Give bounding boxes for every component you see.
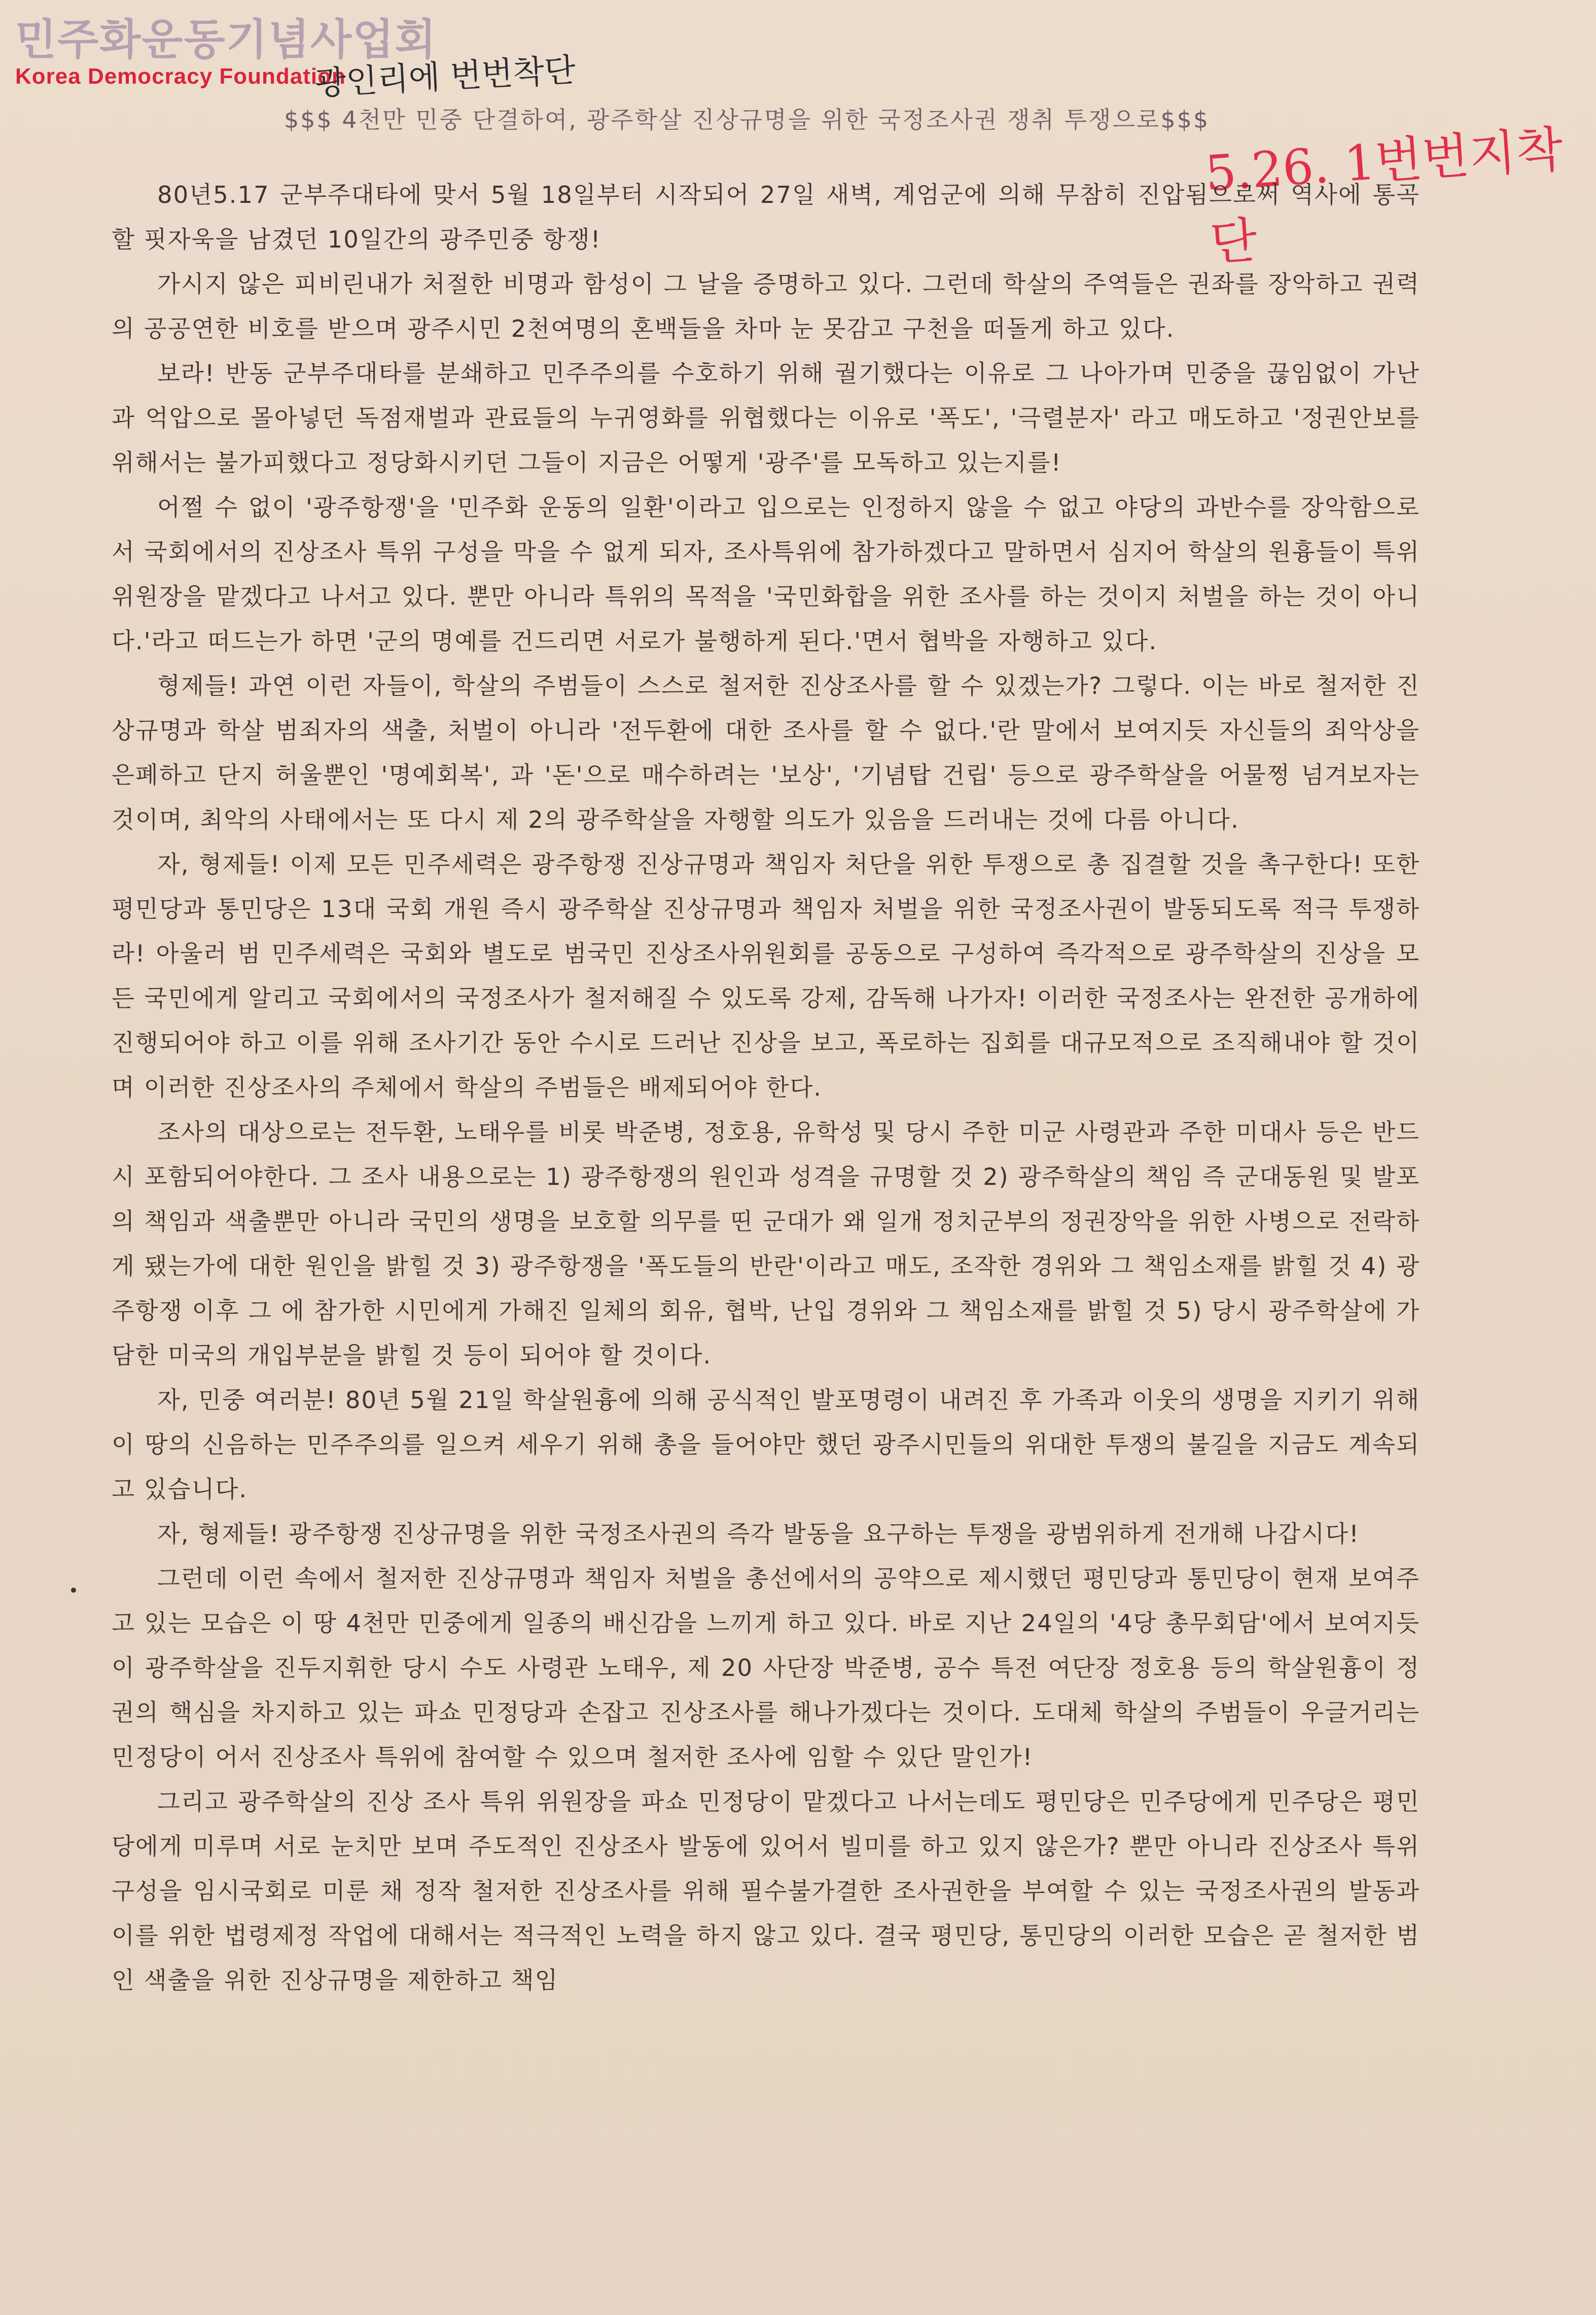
paragraph: 조사의 대상으로는 전두환, 노태우를 비롯 박준병, 정호용, 유학성 및 당시 주한 미군 사령관과 주한 미대사 등은 반드시 포함되어야한다. 그 조사 내용으로는 1) 광주항쟁의 원인과 성격을 규명할 것 2) 광주학살의 책임 즉 군대동원 및 발포의 책임과 색출뿐만 아니라 국민의 생명을 보호할 의무를 띤 군대가 왜 일개 정치군부의 정권장악을 위한 사병으로 전락하게 됐는가에 대한 원인을 밝힐 것 3) 광주항쟁을 '폭도들의 반란'이라고 매도, 조작한 경위와 그 책임소재를 밝힐 것 4) 광주항쟁 이후 그 에 참가한 시민에게 가해진 일체의 회유, 협박, 난입 경위와 그 책임소재를 밝힐 것 5) 당시 광주학살에 가담한 미국의 개입부분을 밝힐 것 등이 되어야 할 것이다. bbox=[112, 1118, 1420, 1369]
paragraph: 자, 형제들! 이제 모든 민주세력은 광주항쟁 진상규명과 책임자 처단을 위한 투쟁으로 총 집결할 것을 촉구한다! 또한 평민당과 통민당은 13대 국회 개원 즉시 광주학살 진상규명과 책임자 처벌을 위한 국정조사권이 발동되도록 적극 투쟁하라! 아울러 범 민주세력은 국회와 별도로 범국민 진상조사위원회를 공동으로 구성하여 즉각적으로 광주학살의 진상을 모든 국민에게 알리고 국회에서의 국정조사가 철저해질 수 있도록 강제, 감독해 나가자! 이러한 국정조사는 완전한 공개하에 진행되어야 하고 이를 위해 조사기간 동안 수시로 드러난 진상을 보고, 폭로하는 집회를 대규모적으로 조직해내야 할 것이며 이러한 진상조사의 주체에서 학살의 주범들은 배제되어야 한다. bbox=[112, 851, 1420, 1101]
document-title: $$$ 4천만 민중 단결하여, 광주학살 진상규명을 위한 국정조사권 쟁취 투쟁으로$$$ bbox=[284, 106, 1210, 133]
logo-korean-text: 민주화운동기념사업회 bbox=[15, 15, 437, 64]
handwritten-note-top: 광인리에 번번착단 bbox=[313, 51, 577, 103]
margin-dot bbox=[71, 1588, 76, 1593]
paragraph: 가시지 않은 피비린내가 처절한 비명과 함성이 그 날을 증명하고 있다. 그런데 학살의 주역들은 권좌를 장악하고 권력의 공공연한 비호를 받으며 광주시민 2천여명의 혼백들을 차마 눈 못감고 구천을 떠돌게 하고 있다. bbox=[112, 270, 1420, 342]
paragraph: 80년5.17 군부주대타에 맞서 5월 18일부터 시작되어 27일 새벽, 계엄군에 의해 무참히 진압됨으로써 역사에 통곡할 핏자욱을 남겼던 10일간의 광주민중 항쟁! bbox=[112, 181, 1420, 253]
paragraph: 자, 민중 여러분! 80년 5월 21일 학살원흉에 의해 공식적인 발포명령이 내려진 후 가족과 이웃의 생명을 지키기 위해 이 땅의 신음하는 민주주의를 일으켜 세우기 위해 총을 들어야만 했던 광주시민들의 위대한 투쟁의 불길을 지금도 계속되고 있습니다. bbox=[112, 1386, 1420, 1503]
document-body bbox=[112, 172, 1420, 2003]
paragraph: 그런데 이런 속에서 철저한 진상규명과 책임자 처벌을 총선에서의 공약으로 제시했던 평민당과 통민당이 현재 보여주고 있는 모습은 이 땅 4천만 민중에게 일종의 배신감을 느끼게 하고 있다. 바로 지난 24일의 '4당 총무회담'에서 보여지듯이 광주학살을 진두지휘한 당시 수도 사령관 노태우, 제 20 사단장 박준병, 공수 특전 여단장 정호용 등의 학살원흉이 정권의 핵심을 차지하고 있는 파쇼 민정당과 손잡고 진상조사를 해나가겠다는 것이다. 도대체 학살의 주범들이 우글거리는 민정당이 어서 진상조사 특위에 참여할 수 있으며 철저한 조사에 임할 수 있단 말인가! bbox=[112, 1565, 1420, 1771]
handwritten-note-red: 5.26. 1번번지착단 bbox=[1203, 120, 1565, 272]
paragraph: 어쩔 수 없이 '광주항쟁'을 '민주화 운동의 일환'이라고 입으로는 인정하지 않을 수 없고 야당의 과반수를 장악함으로서 국회에서의 진상조사 특위 구성을 막을 수 없게 되자, 조사특위에 참가하겠다고 말하면서 심지어 학살의 원흉들이 특위위원장을 맡겠다고 나서고 있다. 뿐만 아니라 특위의 목적을 '국민화합을 위한 조사를 하는 것이지 처벌을 하는 것이 아니다.'라고 떠드는가 하면 '군의 명예를 건드리면 서로가 불행하게 된다.'면서 협박을 자행하고 있다. bbox=[112, 494, 1420, 655]
paragraph: 보라! 반동 군부주대타를 분쇄하고 민주주의를 수호하기 위해 궐기했다는 이유로 그 나아가며 민중을 끊임없이 가난과 억압으로 몰아넣던 독점재벌과 관료들의 누귀영화를 위협했다는 이유로 '폭도', '극렬분자' 라고 매도하고 '정권안보를 위해서는 불가피했다고 정당화시키던 그들이 지금은 어떻게 '광주'를 모독하고 있는지를! bbox=[112, 360, 1420, 476]
paragraph: 자, 형제들! 광주항쟁 진상규명을 위한 국정조사권의 즉각 발동을 요구하는 투쟁을 광범위하게 전개해 나갑시다! bbox=[157, 1520, 1360, 1548]
paragraph: 그리고 광주학살의 진상 조사 특위 위원장을 파쇼 민정당이 맡겠다고 나서는데도 평민당은 민주당에게 민주당은 평민당에게 미루며 서로 눈치만 보며 주도적인 진상조사 발동에 있어서 빌미를 하고 있지 않은가? 뿐만 아니라 진상조사 특위 구성을 임시국회로 미룬 채 정작 철저한 진상조사를 위해 필수불가결한 조사권한을 부여할 수 있는 국정조사권의 발동과 이를 위한 법령제정 작업에 대해서는 적극적인 노력을 하지 않고 있다. 결국 평민당, 통민당의 이러한 모습은 곧 철저한 범인 색출을 위한 진상규명을 제한하고 책임 bbox=[112, 1788, 1420, 1994]
logo-english-text: Korea Democracy Foundation bbox=[15, 64, 346, 89]
paragraph: 형제들! 과연 이런 자들이, 학살의 주범들이 스스로 철저한 진상조사를 할 수 있겠는가? 그렇다. 이는 바로 철저한 진상규명과 학살 범죄자의 색출, 처벌이 아니라 '전두환에 대한 조사를 할 수 없다.'란 말에서 보여지듯 자신들의 죄악상을 은폐하고 단지 허울뿐인 '명예회복', 과 '돈'으로 매수하려는 '보상', '기념탑 건립' 등으로 광주학살을 어물쩡 넘겨보자는 것이며, 최악의 사태에서는 또 다시 제 2의 광주학살을 자행할 의도가 있음을 드러내는 것에 다름 아니다. bbox=[112, 672, 1420, 833]
